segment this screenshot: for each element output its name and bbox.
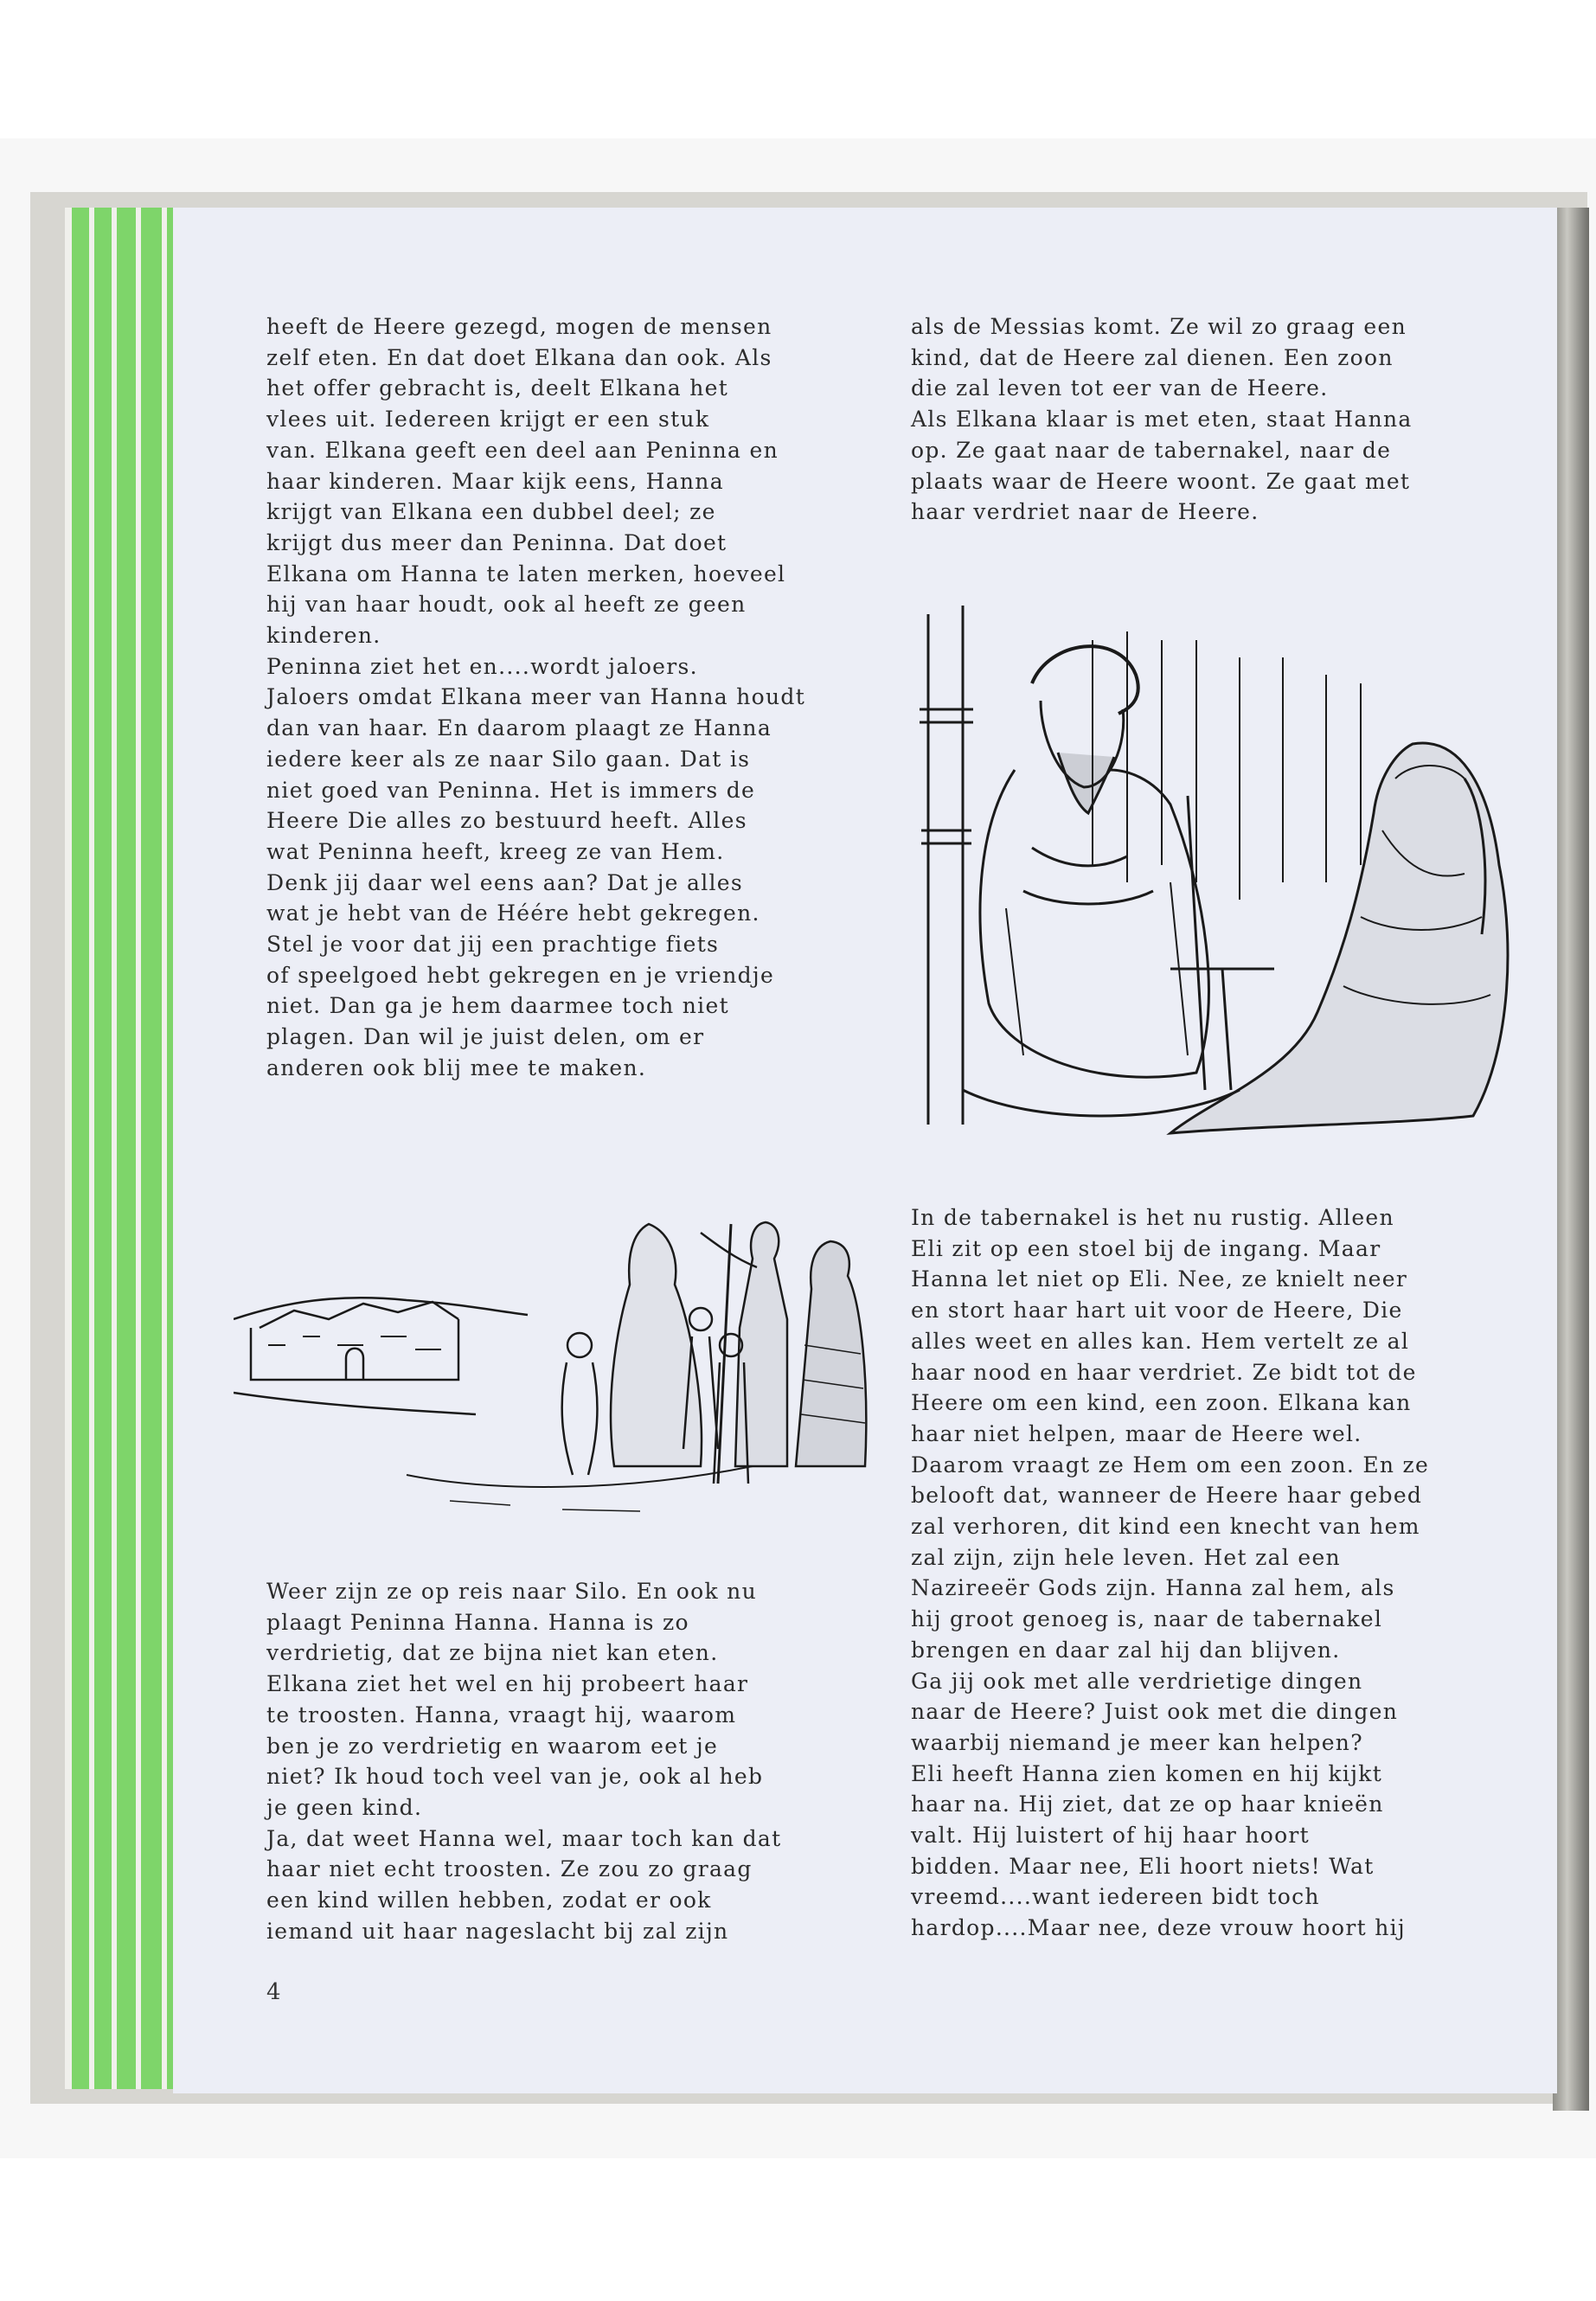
- book-spine-edge: [1553, 208, 1589, 2111]
- right-column-bottom-text: In de tabernakel is het nu rustig. Alleen Eli zit op een stoel bij de ingang. Maar Hanna let niet op Eli. Nee, ze knielt neer en stort haar hart uit voor de Heere, Die alles weet en alles kan. Hem vertelt ze al haar nood en haar verdriet. Ze bidt tot de Heere om een kind, een zoon. Elkana kan haar niet helpen, maar de Heere wel. Daarom vraagt ze Hem om een zoon. En ze belooft dat, wanneer de Heere haar gebed zal verhoren, dit kind een knecht van hem zal zijn, zijn hele leven. Het zal een Nazireeër Gods zijn. Hanna zal hem, als hij groot genoeg is, naar de tabernakel brengen en daar zal hij dan blijven. Ga jij ook met alle verdrietige dingen naar de Heere? Juist ook met die dingen waarbij niemand je meer kan helpen? Eli heeft Hanna zien komen en hij kijkt haar na. Hij ziet, dat ze op haar knieën valt. Hij luistert of hij haar hoort bidden. Maar nee, Eli hoort niets! Wat vreemd....want iedereen bidt toch hardop....Maar nee, deze vrouw hoort hij: [911, 1205, 1430, 1941]
- right-column-top-text: als de Messias komt. Ze wil zo graag een kind, dat de Heere zal dienen. Een zoon die zal leven tot eer van de Heere. Als Elkana klaar is met eten, staat Hanna op. Ze gaat naar de tabernakel, naar de plaats waar de Heere woont. Ze gaat met haar verdriet naar de Heere.: [911, 314, 1413, 525]
- left-column-bottom-text: Weer zijn ze op reis naar Silo. En ook nu plaagt Peninna Hanna. Hanna is zo verdrietig, dat ze bijna niet kan eten. Elkana ziet het wel en hij probeert haar te troosten. Hanna, vraagt hij, waarom ben je zo verdrietig en waarom eet je niet? Ik houd toch veel van je, ook al heb je geen kind. Ja, dat weet Hanna wel, maar toch kan dat haar niet echt troosten. Ze zou zo graag een kind willen hebben, zodat er ook iemand uit haar nageslacht bij zal zijn: [266, 1579, 782, 1944]
- page-edges: [65, 208, 177, 2089]
- eli-and-hanna-illustration: [911, 606, 1527, 1142]
- left-column-top-text: heeft de Heere gezegd, mogen de mensen zelf eten. En dat doet Elkana dan ook. Als het offer gebracht is, deelt Elkana het vlees uit. Iedereen krijgt er een stuk van. Elkana geeft een deel aan Peninna en haar kinderen. Maar kijk eens, Hanna krijgt van Elkana een dubbel deel; ze krijgt dus meer dan Peninna. Dat doet Elkana om Hanna te laten merken, hoeveel hij van haar houdt, ook al heeft ze geen kinderen. Peninna ziet het en....wordt jaloers. Jaloers omdat Elkana meer van Hanna houdt dan van haar. En daarom plaagt ze Hanna iedere keer als ze naar Silo gaan. Dat is niet goed van Peninna. Het is immers de Heere Die alles zo bestuurd heeft. Alles wat Peninna heeft, kreeg ze van Hem. Denk jij daar wel eens aan? Dat je alles wat je hebt van de Héére hebt gekregen. Stel je voor dat jij een prachtige fiets of speelgoed hebt gekregen en je vriendje niet. Dan ga je hem daarmee toch niet plagen. Dan wil je juist delen, om er anderen ook blij mee te maken.: [266, 314, 806, 1080]
- family-travelling-illustration: [234, 1207, 874, 1527]
- page-number: 4: [266, 1979, 281, 2005]
